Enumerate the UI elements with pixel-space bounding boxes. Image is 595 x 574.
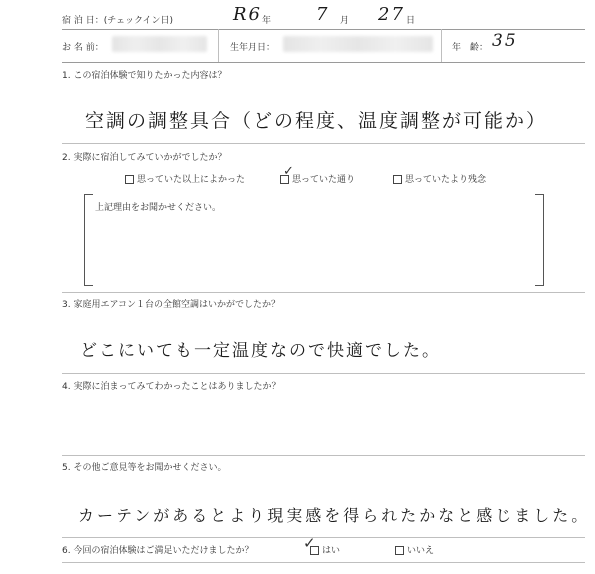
divider-q4	[62, 455, 585, 456]
question-1-answer: 空調の調整具合（どの程度、温度調整が可能か）	[85, 110, 548, 132]
question-5-answer: カーテンがあるとより現実感を得られたかなと感じました。	[78, 506, 591, 525]
year-value: R6	[233, 4, 263, 25]
day-unit: 日	[406, 16, 416, 26]
birthdate-redacted	[283, 36, 433, 52]
age-value: 35	[492, 31, 518, 51]
name-label: お 名 前：	[62, 43, 104, 53]
q2-reason-label: 上記理由をお聞かせください。	[95, 203, 222, 213]
divider-q1	[62, 143, 585, 144]
q6-option-no[interactable]: いいえ	[395, 543, 434, 556]
question-4-label: 4. 実際に泊まってみてわかったことはありましたか？	[62, 382, 281, 392]
question-3-label: 3. 家庭用エアコン１台の全館空調はいかがでしたか？	[62, 300, 280, 310]
name-redacted	[112, 36, 207, 52]
question-2-label: 2. 実際に宿泊してみていかがでしたか？	[62, 153, 227, 163]
header-separator-2	[441, 29, 442, 62]
header-divider-1	[62, 29, 585, 30]
question-1-label: 1. この宿泊体験で知りたかった内容は？	[62, 71, 227, 81]
header-separator-1	[218, 29, 219, 62]
stay-date-label: 宿 泊 日：(チェックイン日)	[62, 16, 174, 26]
question-5-label: 5. その他ご意見等をお聞かせください。	[62, 463, 227, 473]
checkbox-icon[interactable]	[125, 175, 134, 184]
checkbox-icon[interactable]	[393, 175, 402, 184]
checkbox-icon[interactable]	[395, 546, 404, 555]
year-unit: 年	[262, 16, 272, 26]
day-value: 27	[378, 4, 405, 25]
header-divider-2	[62, 62, 585, 63]
check-mark-icon: ✓	[303, 534, 316, 552]
divider-q2	[62, 292, 585, 293]
month-unit: 月	[340, 16, 350, 26]
reason-box-right-bracket	[535, 194, 544, 286]
question-3-answer: どこにいても一定温度なので快適でした。	[80, 341, 441, 361]
q2-option-1[interactable]: 思っていた以上によかった	[125, 172, 245, 185]
q2-option-2[interactable]: 思っていた通り	[280, 172, 355, 185]
question-6-label: 6. 今回の宿泊体験はご満足いただけましたか？	[62, 546, 254, 556]
reason-box-left-bracket	[84, 194, 93, 286]
q6-option-yes[interactable]: はい	[310, 543, 340, 556]
birthdate-label: 生年月日：	[230, 43, 276, 53]
divider-q3	[62, 373, 585, 374]
check-mark-icon: ✓	[283, 164, 294, 179]
divider-q5	[62, 537, 585, 538]
q2-option-3[interactable]: 思っていたより残念	[393, 172, 486, 185]
age-label: 年 齢：	[452, 43, 489, 53]
month-value: 7	[316, 4, 330, 25]
divider-q6	[62, 562, 585, 563]
